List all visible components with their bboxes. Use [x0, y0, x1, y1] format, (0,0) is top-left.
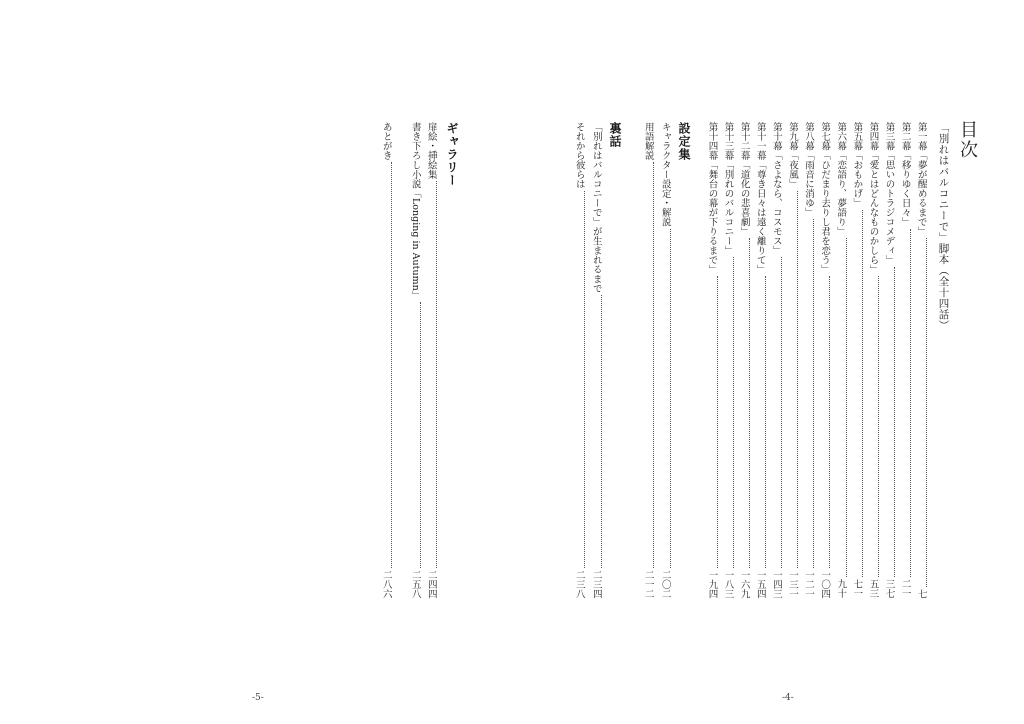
- toc-entry-page: 三七: [883, 579, 895, 598]
- toc-entry[interactable]: [770, 122, 782, 598]
- toc-entry[interactable]: [818, 122, 830, 598]
- toc-entry-page: 一四三: [770, 569, 782, 598]
- toc-entry-label: 用語解説: [642, 122, 654, 160]
- toc-entry-label: 第五幕「おもかげ」: [851, 122, 863, 208]
- toc-entry-label: 扉絵・挿絵集: [425, 122, 437, 179]
- leader-dots: [878, 276, 879, 577]
- toc-entry[interactable]: [590, 122, 602, 598]
- section-heading-gallery: ギャラリー: [445, 122, 459, 187]
- page-title: 目次: [957, 120, 978, 160]
- toc-entry-label: 第十二幕「道化の悲喜劇」: [738, 122, 750, 236]
- toc-entry[interactable]: [659, 122, 671, 598]
- toc-entry-page: 一五四: [754, 569, 766, 598]
- toc-entry-label: 第一幕「夢が醒めるまで」: [915, 122, 927, 236]
- toc-entry-label: あとがき: [380, 122, 392, 160]
- toc-entry-label: 第十一幕「尊き日々は遠く離りて」: [754, 122, 766, 274]
- leader-dots: [653, 162, 654, 568]
- section-heading-script: 「別れはバルコニーで」脚本（全十四話）: [937, 122, 950, 331]
- leader-dots: [813, 219, 814, 568]
- toc-entry-label: 第十三幕「別れのバルコニー」: [722, 122, 734, 255]
- toc-entry[interactable]: [883, 122, 895, 598]
- toc-entry[interactable]: [802, 122, 814, 598]
- toc-entry[interactable]: [754, 122, 766, 598]
- page-number: -5-: [252, 693, 264, 703]
- toc-entry-label: 第二幕「移りゆく日々」: [899, 122, 911, 227]
- toc-entry-page: 五三: [867, 579, 879, 598]
- toc-entry-page: 二五八: [409, 569, 421, 598]
- leader-dots: [846, 238, 847, 577]
- toc-entry-page: 二一: [899, 579, 911, 598]
- toc-entry[interactable]: [722, 122, 734, 598]
- toc-entry[interactable]: [409, 122, 421, 598]
- toc-entry-page: 一八三: [722, 569, 734, 598]
- toc-entry-label: 「別れはバルコニーで」が生まれるまで: [590, 122, 602, 293]
- leader-dots: [797, 191, 798, 568]
- toc-entry[interactable]: [738, 122, 750, 598]
- section-heading-settings: 設定集: [677, 122, 691, 161]
- toc-entry-page: 二一二: [642, 569, 654, 598]
- leader-dots: [862, 210, 863, 578]
- right-page: [512, 0, 1024, 724]
- toc-entry-label: 第十四幕「舞台の幕が下りるまで」: [706, 122, 718, 274]
- toc-entry[interactable]: [706, 122, 718, 598]
- toc-entry-page: 二四四: [425, 569, 437, 598]
- leader-dots: [910, 229, 911, 578]
- toc-entry[interactable]: [786, 122, 798, 598]
- leader-dots: [670, 229, 671, 568]
- toc-entry-page: 一三一: [786, 569, 798, 598]
- leader-dots: [733, 257, 734, 568]
- leader-dots: [749, 238, 750, 568]
- toc-entry[interactable]: [867, 122, 879, 598]
- leader-dots: [584, 191, 585, 568]
- toc-entry-label: 第六幕「恋語り、夢語り」: [835, 122, 847, 236]
- leader-dots: [436, 181, 437, 568]
- toc-entry-page: 一二一: [803, 569, 815, 598]
- toc-entry-afterword[interactable]: [380, 122, 392, 598]
- toc-entry-label: 第三幕「思いのトラジコメディ」: [883, 122, 895, 265]
- toc-entry-page: 二三四: [590, 569, 602, 598]
- toc-entry[interactable]: [573, 122, 585, 598]
- toc-entry-page: 二三八: [573, 569, 585, 598]
- toc-entry-page: 七: [915, 588, 927, 598]
- toc-entry-label: 第七幕「ひだまり去りし君を恋う」: [819, 122, 831, 274]
- toc-entry-page: 七一: [851, 579, 863, 598]
- toc-entry[interactable]: [835, 122, 847, 598]
- toc-entry[interactable]: [642, 122, 654, 598]
- leader-dots: [391, 162, 392, 568]
- leader-dots: [926, 238, 927, 587]
- leader-dots: [717, 276, 718, 568]
- toc-entry-label: 第九幕「夜風」: [786, 122, 798, 189]
- toc-entry[interactable]: [425, 122, 437, 598]
- toc-entry[interactable]: [851, 122, 863, 598]
- leader-dots: [765, 276, 766, 568]
- toc-entry-label: キャラクター設定・解説: [659, 122, 671, 227]
- toc-entry-page: 九十: [835, 579, 847, 598]
- toc-entry-label: 第四幕「愛とはどんなものかしら」: [867, 122, 879, 274]
- leader-dots: [601, 295, 602, 568]
- toc-entry[interactable]: [899, 122, 911, 598]
- toc-entry-page: 二八六: [380, 569, 392, 598]
- toc-entry[interactable]: [915, 122, 927, 598]
- section-heading-backstory: 裏話: [608, 122, 622, 148]
- leader-dots: [829, 276, 830, 568]
- toc-entry-label: それから彼らは: [573, 122, 585, 189]
- toc-entry-label: 第八幕「雨音に消ゆ」: [803, 122, 815, 217]
- leader-dots: [894, 267, 895, 578]
- toc-entry-label: 第十幕「さよなら、コスモス」: [770, 122, 782, 255]
- toc-entry-label: 書き下ろし小説「Longing in Autumn」: [409, 122, 421, 301]
- toc-entry-page: 二〇二: [659, 569, 671, 598]
- page-number: -4-: [782, 693, 794, 703]
- toc-entry-page: 一九四: [706, 569, 718, 598]
- toc-entry-page: 一〇四: [819, 569, 831, 598]
- leader-dots: [781, 257, 782, 568]
- toc-entry-page: 一六九: [738, 569, 750, 598]
- leader-dots: [420, 302, 421, 567]
